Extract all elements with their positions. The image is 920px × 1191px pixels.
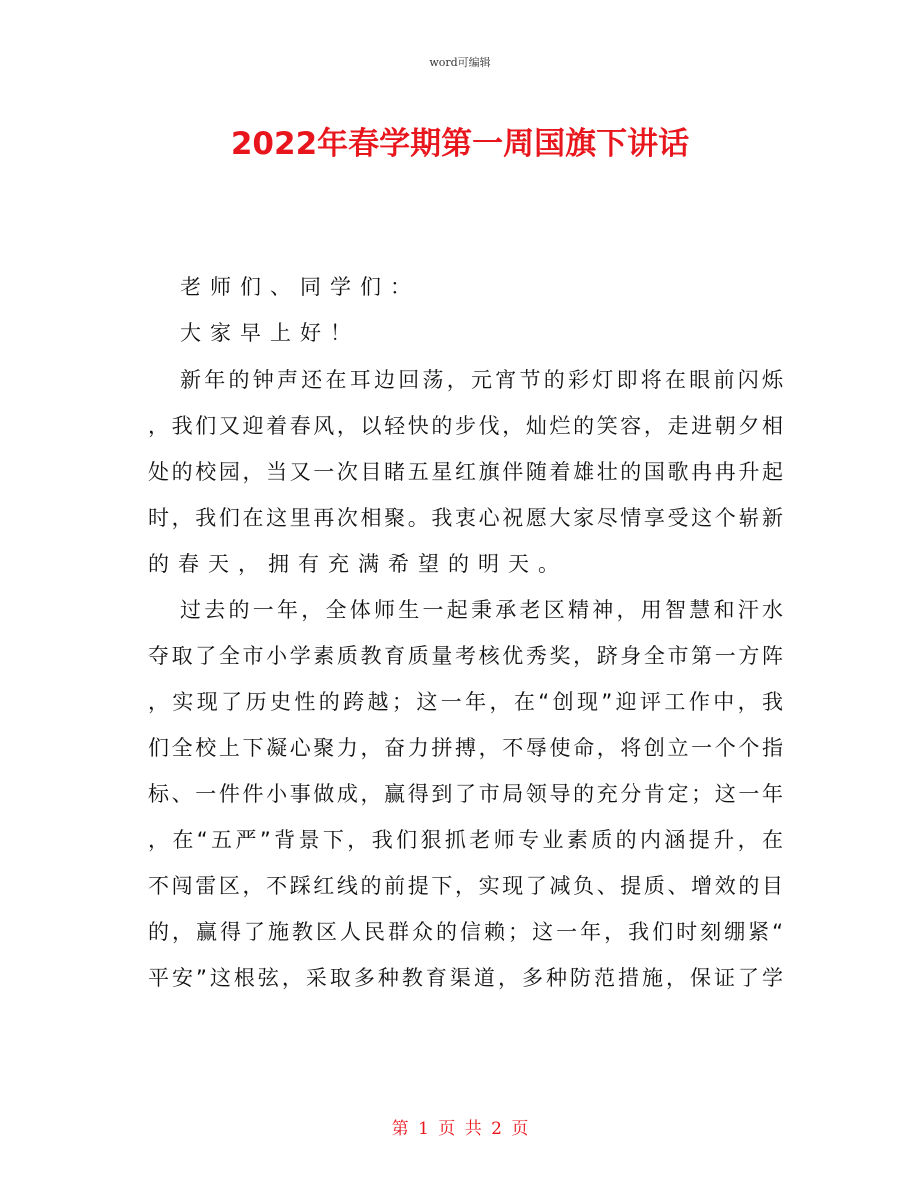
text-line: 们全校上下凝心聚力，奋力拼搏，不辱使命，将创立一个个指 [148, 736, 783, 760]
text-line: 标、一件件小事做成，赢得到了市局领导的充分肯定；这一年 [148, 782, 783, 806]
document-title: 2022年春学期第一周国旗下讲话 [230, 126, 690, 162]
text-line: ，我们又迎着春风，以轻快的步伐，灿烂的笑容，走进朝夕相 [148, 414, 783, 438]
page-header: word可编辑 [429, 56, 491, 69]
text-line: 老师们、同学们： [180, 275, 420, 299]
text-line: 新年的钟声还在耳边回荡，元宵节的彩灯即将在眼前闪烁 [180, 368, 783, 392]
text-line: 处的校园，当又一次目睹五星红旗伴随着雄壮的国歌冉冉升起 [148, 460, 783, 484]
text-line: 夺取了全市小学素质教育质量考核优秀奖，跻身全市第一方阵 [148, 644, 783, 668]
text-line: 的春天，拥有充满希望的明天。 [148, 552, 568, 576]
page-footer: 第 1 页 共 2 页 [391, 1119, 529, 1139]
text-line: 的，赢得了施教区人民群众的信赖；这一年，我们时刻绷紧“ [148, 920, 783, 944]
text-line: 时，我们在这里再次相聚。我衷心祝愿大家尽情享受这个崭新 [148, 506, 783, 530]
text-line: 过去的一年，全体师生一起秉承老区精神，用智慧和汗水 [180, 598, 783, 622]
text-line: 不闯雷区，不踩红线的前提下，实现了减负、提质、增效的目 [148, 874, 783, 898]
text-line: 平安”这根弦，采取多种教育渠道，多种防范措施，保证了学 [148, 966, 783, 990]
text-line: ，实现了历史性的跨越；这一年，在“创现”迎评工作中，我 [148, 690, 783, 714]
text-line: ，在“五严”背景下，我们狠抓老师专业素质的内涵提升，在 [148, 828, 783, 852]
text-line: 大家早上好！ [180, 321, 360, 345]
